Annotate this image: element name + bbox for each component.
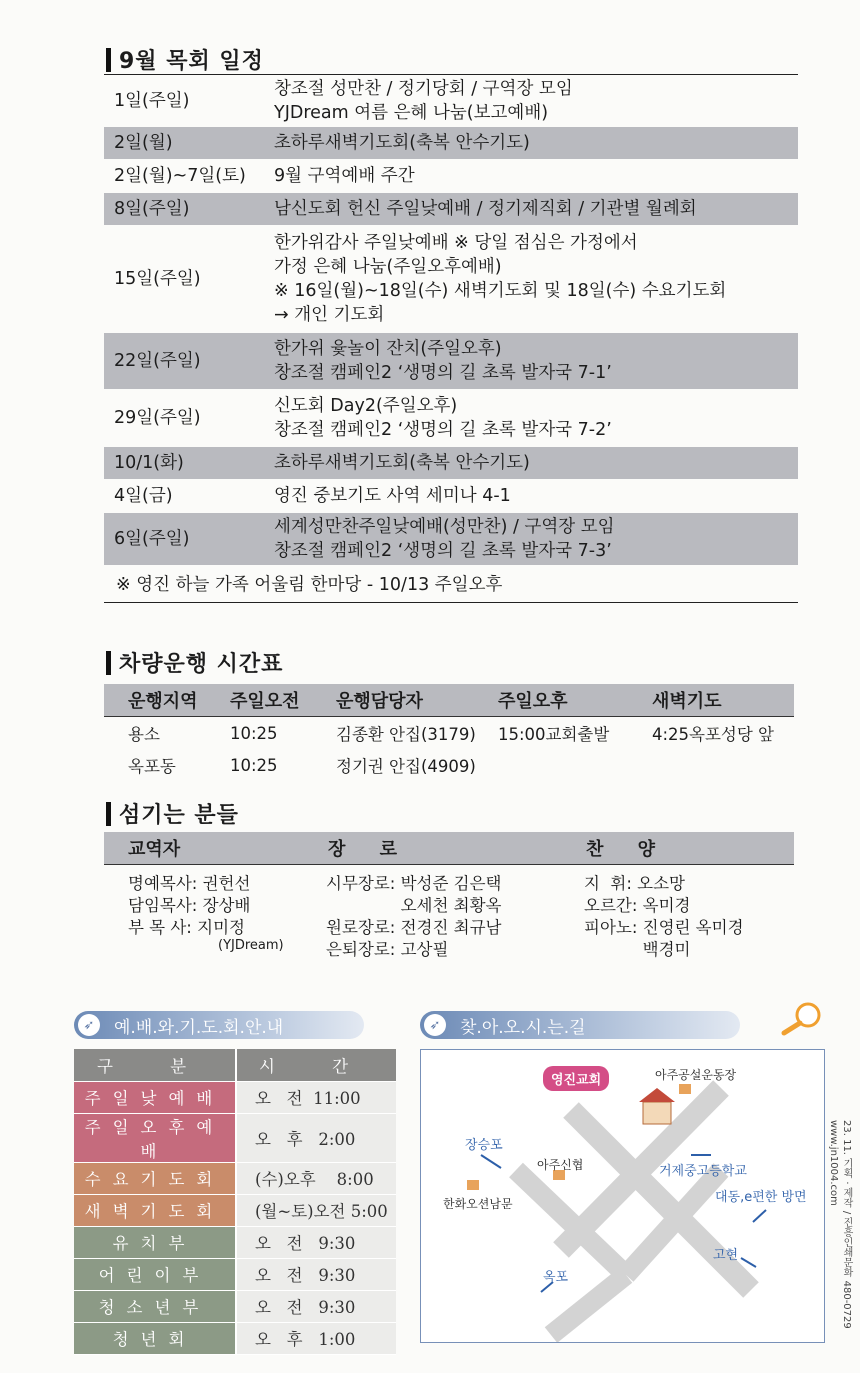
- praise-label: 오르간:: [584, 896, 643, 915]
- schedule-date: 4일(금): [114, 486, 173, 506]
- schedule-row: [104, 193, 798, 225]
- worship-name: 주일오후예배: [74, 1113, 236, 1162]
- schedule-event: 한가위 윷놀이 잔치(주일오후) 창조절 캠페인2 ‘생명의 길 초록 발자국 7-1’: [274, 339, 612, 383]
- pastor-name: 지미정: [197, 918, 245, 937]
- map-label: 아주신협: [537, 1158, 584, 1172]
- vehicle-cell: 10:25: [230, 755, 278, 775]
- schedule-date: 6일(주일): [114, 529, 190, 549]
- schedule-row: [104, 479, 798, 513]
- worship-name: 청년회: [74, 1322, 236, 1354]
- schedule-event: 세계성만찬주일낮예배(성만찬) / 구역장 모임 창조절 캠페인2 ‘생명의 길 초록 발자국 7-3’: [274, 517, 615, 561]
- worship-header: [74, 1049, 396, 1081]
- schedule-event: 신도회 Day2(주일오후) 창조절 캠페인2 ‘생명의 길 초록 발자국 7-2’: [274, 396, 612, 440]
- vehicle-cell: 15:00교회출발: [498, 725, 610, 744]
- map-direction: 옥포: [543, 1270, 569, 1285]
- worship-row: [74, 1226, 396, 1258]
- schedule-table: [104, 74, 798, 603]
- church-label: 영진교회: [543, 1066, 609, 1091]
- servers-header-cell: 교역자: [128, 839, 181, 860]
- vehicle-row: [104, 749, 794, 781]
- schedule-event: 9월 구역예배 주간: [274, 166, 415, 186]
- worship-time: 오 후 2:00: [236, 1113, 396, 1162]
- schedule-row: [104, 513, 798, 565]
- servers-table: [104, 832, 794, 961]
- praise-name: 오소망: [637, 874, 685, 893]
- elder-line: [326, 917, 584, 939]
- map-direction: 장승포: [465, 1138, 503, 1153]
- side-print-text: 23. 11. 기획 · 제작 / 진흥인쇄문화 480-0729 www.jn1004.com: [828, 1120, 852, 1329]
- schedule-row: [104, 75, 798, 127]
- worship-header-cell: 구 분: [74, 1049, 236, 1081]
- title-bar: [106, 48, 111, 72]
- schedule-row: [104, 225, 798, 333]
- worship-row: [74, 1258, 396, 1290]
- praise-column: [584, 873, 794, 961]
- worship-time: 오 전 9:30: [236, 1226, 396, 1258]
- vehicle-header-cell: 운행담당자: [336, 691, 423, 712]
- pastor-label: 명예목사:: [128, 874, 203, 893]
- worship-name: 주일낮예배: [74, 1081, 236, 1113]
- vehicle-cell: 10:25: [230, 723, 278, 743]
- vehicle-title: [106, 647, 283, 678]
- worship-table: [74, 1049, 396, 1355]
- pastor-name: 권헌선: [202, 874, 251, 893]
- elder-line: [326, 873, 584, 917]
- vehicle-header-cell: 새벽기도: [652, 691, 722, 712]
- praise-line: [584, 873, 794, 895]
- schedule-row: [104, 333, 798, 389]
- worship-header-cell: 시 간: [236, 1049, 396, 1081]
- schedule-event: 초하루새벽기도회(축복 안수기도): [274, 133, 530, 153]
- schedule-event: 한가위감사 주일낮예배 ※ 당일 점심은 가정에서 가정 은혜 나눔(주일오후예배) ※ 16일(월)~18일(수) 새벽기도회 및 18일(수) 수요기도회 → 개인 기도회: [274, 233, 727, 325]
- worship-title: 예.배.와.기.도.회.안.내: [114, 1017, 284, 1038]
- praise-label: 피아노:: [584, 918, 643, 937]
- pastors-column: [104, 873, 326, 961]
- schedule-date: 2일(월): [114, 133, 173, 153]
- worship-time: 오 후 1:00: [236, 1322, 396, 1354]
- vehicle-header: [104, 684, 794, 717]
- worship-row: [74, 1081, 396, 1113]
- map-pill: [420, 1011, 740, 1039]
- schedule-row: [104, 447, 798, 479]
- elder-label: 원로장로:: [326, 918, 401, 937]
- elders-column: [326, 873, 584, 961]
- pastor-label: 담임목사:: [128, 896, 203, 915]
- pastor-label: 부 목 사:: [128, 918, 198, 937]
- worship-name: 청소년부: [74, 1290, 236, 1322]
- servers-header-cell: 장 로: [328, 839, 412, 860]
- worship-time: 오 전 9:30: [236, 1258, 396, 1290]
- vehicle-cell: 김종환 안집(3179): [336, 725, 476, 744]
- worship-row: [74, 1290, 396, 1322]
- schedule-date: 15일(주일): [114, 269, 201, 289]
- worship-name: 수요기도회: [74, 1162, 236, 1194]
- schedule-event: 초하루새벽기도회(축복 안수기도): [274, 453, 530, 473]
- schedule-event: 영진 중보기도 사역 세미나 4-1: [274, 486, 511, 506]
- vehicle-cell: 정기권 안집(4909): [336, 757, 476, 776]
- vehicle-table: [104, 684, 794, 781]
- servers-header: [104, 832, 794, 865]
- schedule-row: [104, 127, 798, 159]
- elder-label: 은퇴장로:: [326, 940, 401, 959]
- schedule-title-text: 9월 목회 일정: [119, 49, 264, 74]
- worship-pill: [74, 1011, 364, 1039]
- worship-row: [74, 1194, 396, 1226]
- pastor-name: 장상배: [202, 896, 251, 915]
- praise-line: [584, 917, 794, 961]
- schedule-date: 1일(주일): [114, 91, 190, 111]
- worship-row: [74, 1162, 396, 1194]
- worship-time: 오 전 11:00: [236, 1081, 396, 1113]
- elder-name: 박성준 김은택 오세천 최황옥: [400, 874, 502, 915]
- worship-name: 어린이부: [74, 1258, 236, 1290]
- worship-time: (수)오후 8:00: [236, 1162, 396, 1194]
- schedule-note: ※ 영진 하늘 가족 어울림 한마당 - 10/13 주일오후: [116, 575, 503, 595]
- elder-line: [326, 939, 584, 961]
- schedule-date: 29일(주일): [114, 408, 201, 428]
- map-direction: 고현: [713, 1248, 739, 1263]
- schedule-event: 창조절 성만찬 / 정기당회 / 구역장 모임 YJDream 여름 은혜 나눔(보고예배): [274, 79, 573, 123]
- map-direction: 거제중고등학교: [659, 1164, 747, 1179]
- praise-label: 지 휘:: [584, 874, 638, 893]
- schedule-date: 10/1(화): [114, 453, 184, 473]
- schedule-date: 22일(주일): [114, 351, 201, 371]
- worship-name: 유치부: [74, 1226, 236, 1258]
- map-panel: [420, 1049, 825, 1343]
- vehicle-cell: 용소: [128, 725, 160, 744]
- praise-line: [584, 895, 794, 917]
- pastor-line: [128, 873, 326, 895]
- vehicle-title-text: 차량운행 시간표: [119, 652, 284, 677]
- vehicle-header-cell: 주일오후: [498, 691, 568, 712]
- vehicle-header-cell: 주일오전: [230, 691, 300, 712]
- vehicle-cell: 4:25옥포성당 앞: [652, 725, 774, 744]
- elder-name: 전경진 최규남: [400, 918, 502, 937]
- elder-name: 고상필: [400, 940, 449, 959]
- vehicle-header-cell: 운행지역: [128, 691, 198, 712]
- dove-icon: ➶: [78, 1014, 100, 1036]
- schedule-title: [106, 44, 264, 75]
- worship-time: (월~토)오전 5:00: [236, 1194, 396, 1226]
- title-bar: [106, 651, 111, 675]
- praise-name: 옥미경: [642, 896, 691, 915]
- worship-time: 오 전 9:30: [236, 1290, 396, 1322]
- pastor-line: [128, 895, 326, 917]
- elder-label: 시무장로:: [326, 874, 401, 893]
- map-label: 아주공설운동장: [655, 1068, 737, 1082]
- worship-row: [74, 1322, 396, 1354]
- worship-row: [74, 1113, 396, 1162]
- dove-icon: ➶: [424, 1014, 446, 1036]
- vehicle-row: [104, 717, 794, 749]
- map-label: 한화오션남문: [443, 1197, 513, 1211]
- map-title: 찾.아.오.시.는.길: [460, 1017, 586, 1038]
- servers-header-cell: 찬 양: [586, 839, 670, 860]
- map-direction: 대동,e편한 방면: [715, 1190, 807, 1205]
- title-bar: [106, 802, 111, 826]
- servers-title: [106, 798, 239, 829]
- servers-title-text: 섬기는 분들: [119, 803, 239, 828]
- schedule-row: [104, 159, 798, 193]
- praise-name: 진영린 옥미경 백경미: [642, 918, 744, 959]
- schedule-row: [104, 389, 798, 447]
- pastor-sub: (YJDream): [218, 938, 284, 953]
- schedule-date: 2일(월)~7일(토): [114, 166, 246, 186]
- vehicle-cell: 옥포동: [128, 757, 176, 776]
- magnifier-icon: [778, 1000, 826, 1036]
- schedule-event: 남신도회 헌신 주일낮예배 / 정기제직회 / 기관별 월례회: [274, 199, 697, 219]
- worship-name: 새벽기도회: [74, 1194, 236, 1226]
- schedule-date: 8일(주일): [114, 199, 190, 219]
